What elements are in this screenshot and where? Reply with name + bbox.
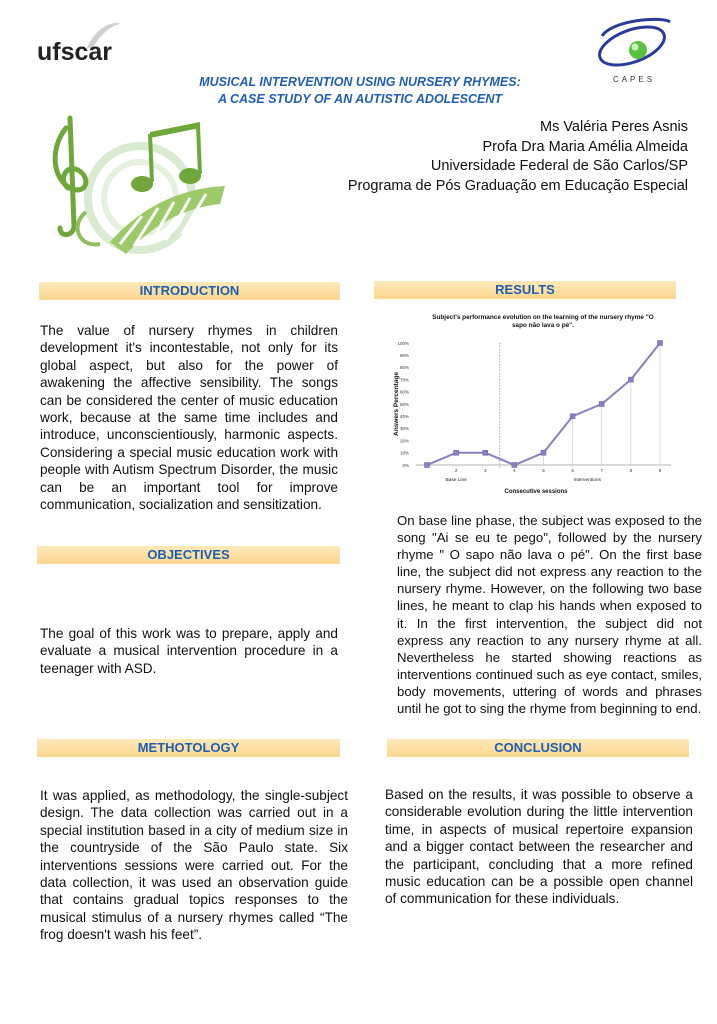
music-notes-image (30, 108, 235, 266)
objectives-heading: OBJECTIVES (37, 546, 340, 564)
author-1: Ms Valéria Peres Asnis (539, 119, 688, 135)
phase-label-interventions: Interventions (573, 478, 601, 483)
methodology-text: It was applied, as methodology, the single-subject design. The data collection was carried out in a special institution based in a city of medium size in the countryside of the São Paulo state. Six interventions sessions were carried out. For the data collection, it was used an observation guide that contains gradual topics responses to the musical stimulus of a nursery rhymes called “The frog doesn't wash his feet”. (40, 788, 348, 943)
series-line (427, 343, 660, 465)
data-point (599, 402, 604, 407)
x-tick-label: 6 (571, 468, 574, 473)
capes-logo (592, 16, 678, 86)
authors-block (348, 118, 688, 196)
data-point (628, 377, 633, 382)
data-point (483, 450, 488, 455)
ufscar-logo-graphic (35, 18, 127, 74)
y-tick-label: 70% (399, 377, 409, 383)
author-affiliation: Universidade Federal de São Carlos/SP (430, 158, 688, 174)
title-line-2: A CASE STUDY OF AN AUTISTIC ADOLESCENT (217, 92, 503, 106)
y-tick-label: 10% (399, 450, 409, 456)
data-point (512, 463, 517, 468)
chart-xlabel: Consecutive sessions (504, 489, 568, 495)
y-tick-label: 50% (399, 401, 409, 407)
ufscar-logo-text: ufscar (37, 38, 113, 66)
y-tick-label: 40% (399, 414, 409, 419)
results-text: On base line phase, the subject was exposed to the song "Ai se eu te pego", followed by the nursery rhyme " O sapo não lava o pé". On the first base line, the subject did not express any reaction to the nursery rhyme. However, on the following two base lines, he meant to clap his hands when exposed to it. In the first intervention, the subject did not express any reaction to any nursery rhyme at all. Nevertheless he started showing reactions as interventions continued such as eye contact, smiles, body movements, uttering of words and phrases until he got to sing the rhyme from beginning to end. (397, 513, 702, 717)
title-line-1: MUSICAL INTERVENTION USING NURSERY RHYMES: (199, 75, 521, 89)
conclusion-text: Based on the results, it was possible to observe a considerable evolution during the little intervention time, in aspects of musical repertoire expansion and a bigger contact between the researcher and the participant, concluding that a more refined music education can be a possible open channel of communication for these individuals. (385, 787, 693, 907)
introduction-heading: INTRODUCTION (39, 282, 340, 300)
x-tick-label: 9 (658, 468, 662, 473)
data-point (454, 450, 459, 455)
ufscar-logo (35, 18, 127, 74)
capes-logo-graphic (592, 16, 678, 86)
x-tick-label: 2 (454, 468, 458, 473)
y-tick-label: 20% (399, 438, 409, 444)
y-tick-label: 30% (399, 426, 409, 432)
data-point (570, 414, 575, 419)
objectives-text: The goal of this work was to prepare, apply and evaluate a musical intervention procedure in a teenager with ASD. (40, 626, 338, 676)
author-program: Programa de Pós Graduação em Educação Especial (347, 177, 688, 194)
y-tick-label: 0% (402, 462, 409, 468)
x-tick-label: 8 (629, 468, 633, 473)
x-tick-label: 5 (542, 468, 545, 473)
x-tick-label: 3 (483, 468, 487, 473)
data-point (658, 341, 663, 346)
chart-title: Subject's performance evolution on the learning of the nursery rhyme "O sapo não lava o pé". (432, 314, 654, 329)
data-point (425, 463, 430, 468)
introduction-text: The value of nursery rhymes in children development it's incontestable, not only for its global aspect, but also for the power of awakening the affective sensibility. The songs can be considered the center of music education work, because at the same time includes and introduce, unconscientiously, harmonic aspects. Considering a special music education work with people with Autism Spectrum Disorder, the music can be an important tool for improve communication, socialization and sensitization. (40, 323, 338, 513)
phase-label-baseline: Base Line (445, 478, 467, 483)
y-tick-label: 80% (399, 365, 409, 371)
x-tick-label: 4 (513, 468, 516, 473)
music-illustration (30, 108, 235, 266)
results-heading: RESULTS (374, 281, 676, 299)
data-point (541, 450, 546, 455)
chart-ylabel: Answers Percentage (393, 372, 400, 436)
y-tick-label: 100% (397, 340, 409, 346)
capes-logo-text: CAPES (612, 75, 656, 84)
chart-plot (378, 308, 678, 500)
author-2: Profa Dra Maria Amélia Almeida (482, 138, 688, 155)
y-tick-label: 90% (399, 353, 409, 358)
results-chart (378, 308, 678, 500)
y-tick-label: 60% (399, 389, 409, 395)
poster-title (120, 74, 600, 108)
x-tick-label: 7 (600, 468, 604, 473)
methodology-heading: METHOTOLOGY (37, 739, 340, 757)
conclusion-heading: CONCLUSION (387, 739, 689, 757)
